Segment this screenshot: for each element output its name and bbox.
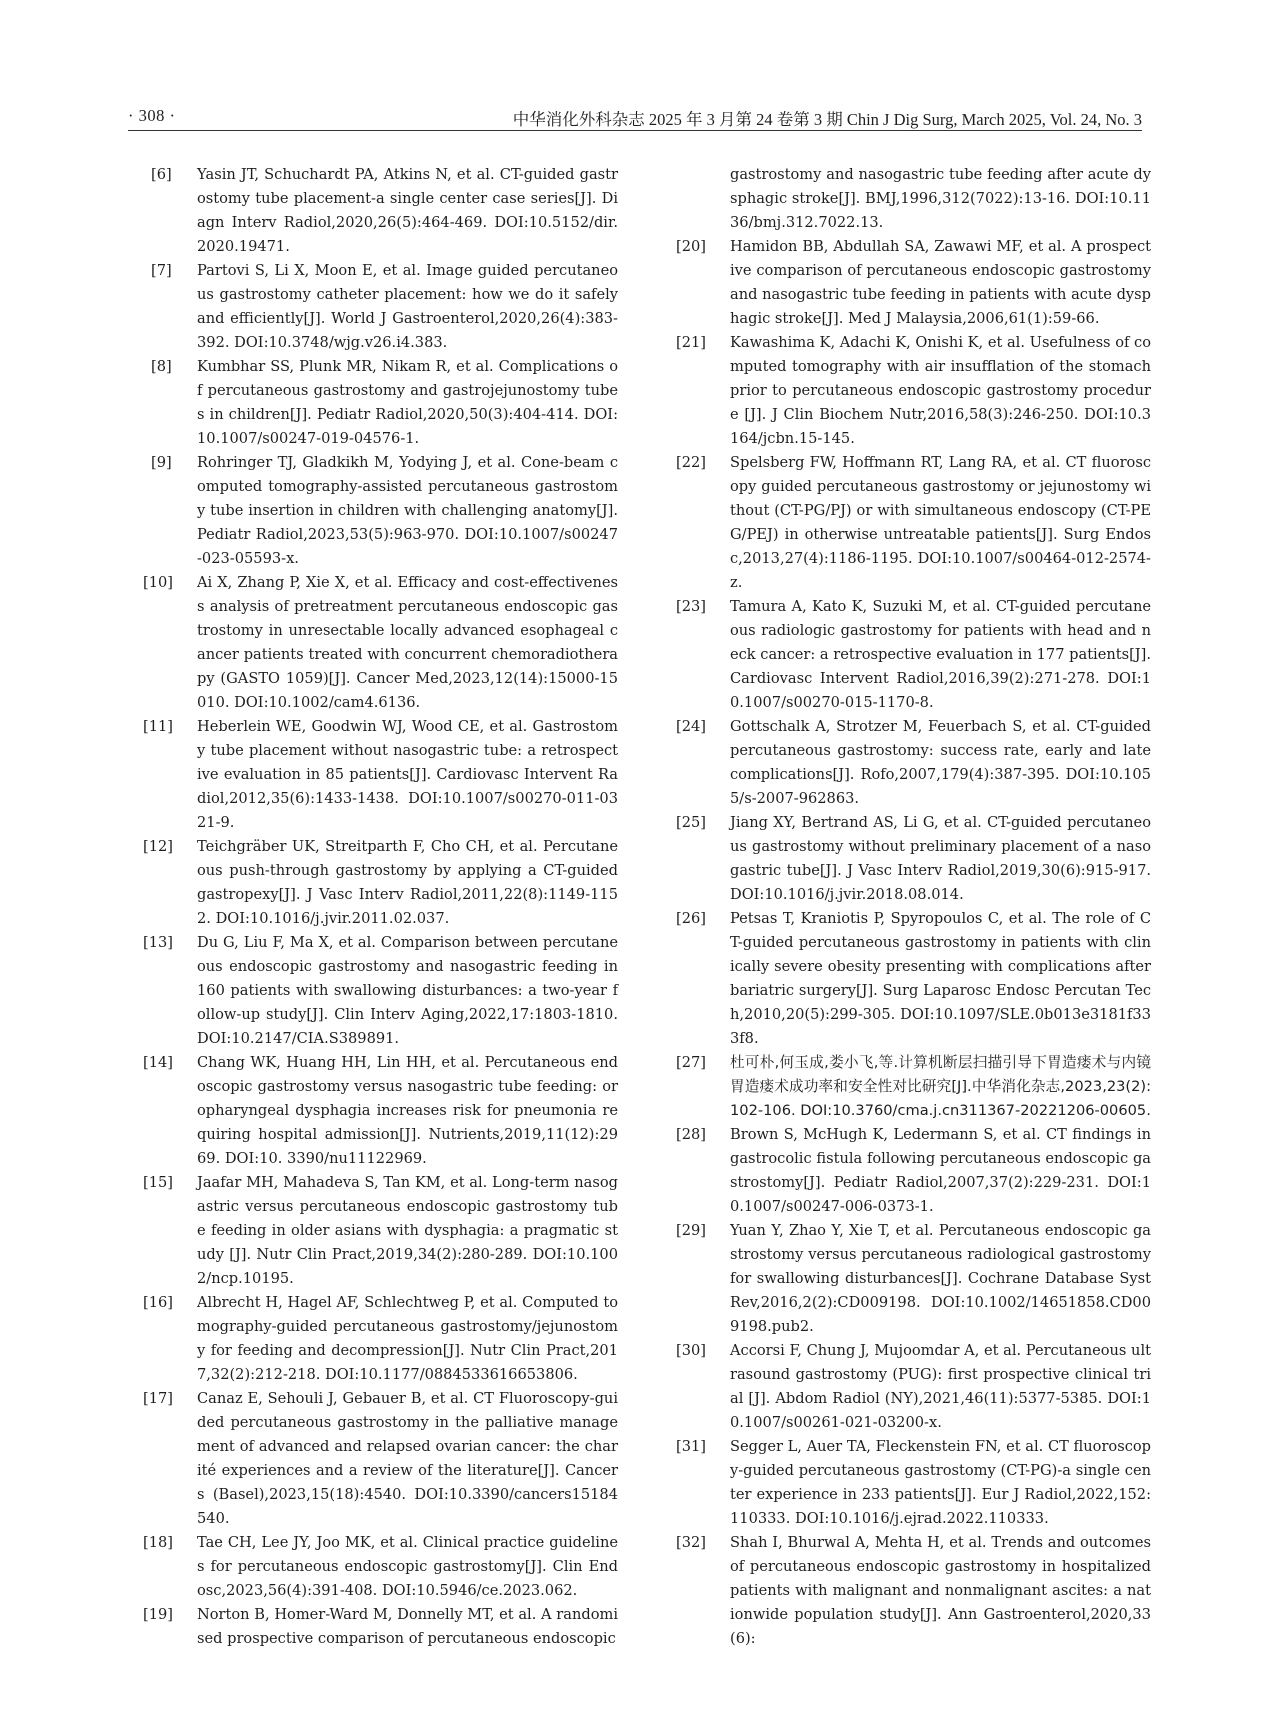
reference-text: Norton B, Homer-Ward M, Donnelly MT, et al. A randomised prospective comparison of percutaneous endoscopic	[197, 1606, 618, 1647]
reference-item	[676, 595, 1151, 715]
reference-text: Tae CH, Lee JY, Joo MK, et al. Clinical practice guidelines for percutaneous endoscopic gastrostomy[J]. Clin Endosc,2023,56(4):391-408. DOI:10.5946/ce.2023.062.	[197, 1534, 618, 1599]
reference-text: Jiang XY, Bertrand AS, Li G, et al. CT-guided percutaneous gastrostomy without preliminary placement of a nasogastric tube[J]. J Vasc Interv Radiol,2019,30(6):915-917. DOI:10.1016/j.jvir.2018.08.014.	[730, 814, 1151, 903]
reference-number: [16]	[143, 1294, 173, 1311]
reference-number: [25]	[676, 814, 706, 831]
reference-text: Kumbhar SS, Plunk MR, Nikam R, et al. Complications of percutaneous gastrostomy and gastrojejunostomy tubes in children[J]. Pediatr Radiol,2020,50(3):404-414. DOI:10.1007/s00247-019-04576-1.	[197, 358, 618, 447]
reference-number: [11]	[143, 718, 173, 735]
reference-number: [17]	[143, 1390, 173, 1407]
reference-number: [31]	[676, 1438, 706, 1455]
reference-item	[143, 451, 618, 571]
reference-text: Heberlein WE, Goodwin WJ, Wood CE, et al. Gastrostomy tube placement without nasogastric tube: a retrospective evaluation in 85 patients[J]. Cardiovasc Intervent Radiol,2012,35(6):1433-1438. DOI:10.1007/s00270-011-0321-9.	[197, 718, 618, 831]
reference-item	[676, 1123, 1151, 1219]
reference-text: Kawashima K, Adachi K, Onishi K, et al. Usefulness of computed tomography with air insufflation of the stomach prior to percutaneous endoscopic gastrostomy procedure [J]. J Clin Biochem Nutr,2016,58(3):246-250. DOI:10.3164/jcbn.15-145.	[730, 334, 1151, 447]
right-column	[676, 163, 1151, 1651]
reference-number: [22]	[676, 454, 706, 471]
reference-item	[676, 331, 1151, 451]
reference-item	[676, 451, 1151, 595]
reference-item	[143, 571, 618, 715]
reference-number: [32]	[676, 1534, 706, 1551]
reference-item	[676, 907, 1151, 1051]
reference-item	[676, 1531, 1151, 1651]
reference-number: [26]	[676, 910, 706, 927]
reference-number: [19]	[143, 1606, 173, 1623]
page-number: · 308 ·	[128, 106, 176, 125]
reference-item	[676, 1435, 1151, 1531]
reference-item	[143, 1051, 618, 1171]
reference-text: Yuan Y, Zhao Y, Xie T, et al. Percutaneous endoscopic gastrostomy versus percutaneous radiological gastrostomy for swallowing disturbances[J]. Cochrane Database Syst Rev,2016,2(2):CD009198. DOI:10.1002/14651858.CD009198.pub2.	[730, 1222, 1151, 1335]
reference-item	[676, 235, 1151, 331]
reference-item	[143, 835, 618, 931]
reference-text: Segger L, Auer TA, Fleckenstein FN, et al. CT fluoroscopy-guided percutaneous gastrostomy (CT-PG)-a single center experience in 233 patients[J]. Eur J Radiol,2022,152:110333. DOI:10.1016/j.ejrad.2022.110333.	[730, 1438, 1151, 1527]
reference-number: [28]	[676, 1126, 706, 1143]
reference-number: [8]	[151, 358, 172, 375]
reference-text: Brown S, McHugh K, Ledermann S, et al. CT findings in gastrocolic fistula following percutaneous endoscopic gastrostomy[J]. Pediatr Radiol,2007,37(2):229-231. DOI:10.1007/s00247-006-0373-1.	[730, 1126, 1151, 1215]
reference-number: [24]	[676, 718, 706, 735]
reference-number: [20]	[676, 238, 706, 255]
reference-text: Spelsberg FW, Hoffmann RT, Lang RA, et al. CT fluoroscopy guided percutaneous gastrostomy or jejunostomy without (CT-PG/PJ) or with simultaneous endoscopy (CT-PEG/PEJ) in otherwise untreatable patients[J]. Surg Endosc,2013,27(4):1186-1195. DOI:10.1007/s00464-012-2574-z.	[730, 454, 1151, 591]
reference-number: [21]	[676, 334, 706, 351]
reference-text: Gottschalk A, Strotzer M, Feuerbach S, et al. CT-guided percutaneous gastrostomy: success rate, early and late complications[J]. Rofo,2007,179(4):387-395. DOI:10.1055/s-2007-962863.	[730, 718, 1151, 807]
reference-item	[676, 715, 1151, 811]
reference-item	[143, 715, 618, 835]
running-header	[128, 104, 1142, 131]
reference-text: Yasin JT, Schuchardt PA, Atkins N, et al. CT-guided gastrostomy tube placement-a single center case series[J]. Diagn Interv Radiol,2020,26(5):464-469. DOI:10.5152/dir.2020.19471.	[197, 166, 618, 255]
reference-text: Albrecht H, Hagel AF, Schlechtweg P, et al. Computed tomography-guided percutaneous gastrostomy/jejunostomy for feeding and decompression[J]. Nutr Clin Pract,2017,32(2):212-218. DOI:10.1177/0884533616653806.	[197, 1294, 618, 1383]
reference-item	[143, 259, 618, 355]
reference-number: [15]	[143, 1174, 173, 1191]
reference-text: Shah I, Bhurwal A, Mehta H, et al. Trends and outcomes of percutaneous endoscopic gastrostomy in hospitalized patients with malignant and nonmalignant ascites: a nationwide population study[J]. Ann Gastroenterol,2020,33(6):	[730, 1534, 1151, 1647]
reference-item	[143, 1171, 618, 1291]
reference-number: [29]	[676, 1222, 706, 1239]
reference-number: [14]	[143, 1054, 173, 1071]
reference-number: [10]	[143, 574, 173, 591]
reference-text: 杜可朴,何玉成,娄小飞,等.计算机断层扫描引导下胃造瘘术与内镜胃造瘘术成功率和安全性对比研究[J].中华消化杂志,2023,23(2):102-106. DOI:10.3760/cma.j.cn311367-20221206-00605.	[730, 1054, 1151, 1119]
reference-text: Partovi S, Li X, Moon E, et al. Image guided percutaneous gastrostomy catheter placement: how we do it safely and efficiently[J]. World J Gastroenterol,2020,26(4):383-392. DOI:10.3748/wjg.v26.i4.383.	[197, 262, 618, 351]
journal-citation: 中华消化外科杂志 2025 年 3 月第 24 卷第 3 期 Chin J Dig Surg, March 2025, Vol. 24, No. 3	[512, 110, 1142, 129]
reference-text: Ai X, Zhang P, Xie X, et al. Efficacy and cost-effectiveness analysis of pretreatment percutaneous endoscopic gastrostomy in unresectable locally advanced esophageal cancer patients treated with concurrent chemoradiotherapy (GASTO 1059)[J]. Cancer Med,2023,12(14):15000-15010. DOI:10.1002/cam4.6136.	[197, 574, 618, 711]
reference-number: [18]	[143, 1534, 173, 1551]
reference-text: Du G, Liu F, Ma X, et al. Comparison between percutaneous endoscopic gastrostomy and nasogastric feeding in 160 patients with swallowing disturbances: a two-year follow-up study[J]. Clin Interv Aging,2022,17:1803-1810. DOI:10.2147/CIA.S389891.	[197, 934, 618, 1047]
reference-text: Chang WK, Huang HH, Lin HH, et al. Percutaneous endoscopic gastrostomy versus nasogastric tube feeding: oropharyngeal dysphagia increases risk for pneumonia requiring hospital admission[J]. Nutrients,2019,11(12):2969. DOI:10. 3390/nu11122969.	[197, 1054, 618, 1167]
reference-text: Teichgräber UK, Streitparth F, Cho CH, et al. Percutaneous push-through gastrostomy by applying a CT-guided gastropexy[J]. J Vasc Interv Radiol,2011,22(8):1149-1152. DOI:10.1016/j.jvir.2011.02.037.	[197, 838, 618, 927]
reference-text: Tamura A, Kato K, Suzuki M, et al. CT-guided percutaneous radiologic gastrostomy for patients with head and neck cancer: a retrospective evaluation in 177 patients[J]. Cardiovasc Intervent Radiol,2016,39(2):271-278. DOI:10.1007/s00270-015-1170-8.	[730, 598, 1151, 711]
reference-item	[143, 1387, 618, 1531]
reference-number: [13]	[143, 934, 173, 951]
reference-item	[143, 163, 618, 259]
reference-item	[676, 1051, 1151, 1123]
left-column	[143, 163, 618, 1651]
reference-item	[143, 1291, 618, 1387]
reference-number: [27]	[676, 1054, 706, 1071]
reference-item	[143, 931, 618, 1051]
reference-number: [30]	[676, 1342, 706, 1359]
reference-text: Hamidon BB, Abdullah SA, Zawawi MF, et al. A prospective comparison of percutaneous endoscopic gastrostomy and nasogastric tube feeding in patients with acute dysphagic stroke[J]. Med J Malaysia,2006,61(1):59-66.	[730, 238, 1151, 327]
reference-item	[676, 1339, 1151, 1435]
reference-item	[676, 811, 1151, 907]
reference-item	[143, 1531, 618, 1603]
reference-text: Accorsi F, Chung J, Mujoomdar A, et al. Percutaneous ultrasound gastrostomy (PUG): first prospective clinical trial [J]. Abdom Radiol (NY),2021,46(11):5377-5385. DOI:10.1007/s00261-021-03200-x.	[730, 1342, 1151, 1431]
reference-text: Rohringer TJ, Gladkikh M, Yodying J, et al. Cone-beam computed tomography-assisted percutaneous gastrostomy tube insertion in children with challenging anatomy[J]. Pediatr Radiol,2023,53(5):963-970. DOI:10.1007/s00247-023-05593-x.	[197, 454, 618, 567]
reference-item	[143, 355, 618, 451]
reference-number: [12]	[143, 838, 173, 855]
reference-text: Canaz E, Sehouli J, Gebauer B, et al. CT Fluoroscopy-guided percutaneous gastrostomy in the palliative management of advanced and relapsed ovarian cancer: the charité experiences and a review of the literature[J]. Cancers (Basel),2023,15(18):4540. DOI:10.3390/cancers15184540.	[197, 1390, 618, 1527]
reference-item	[676, 1219, 1151, 1339]
reference-text: Jaafar MH, Mahadeva S, Tan KM, et al. Long-term nasogastric versus percutaneous endoscopic gastrostomy tube feeding in older asians with dysphagia: a pragmatic study [J]. Nutr Clin Pract,2019,34(2):280-289. DOI:10.1002/ncp.10195.	[197, 1174, 618, 1287]
reference-number: [7]	[151, 262, 172, 279]
reference-number: [9]	[151, 454, 172, 471]
reference-text: Petsas T, Kraniotis P, Spyropoulos C, et al. The role of CT-guided percutaneous gastrostomy in patients with clinically severe obesity presenting with complications after bariatric surgery[J]. Surg Laparosc Endosc Percutan Tech,2010,20(5):299-305. DOI:10.1097/SLE.0b013e3181f333f8.	[730, 910, 1151, 1047]
reference-continuation: gastrostomy and nasogastric tube feeding after acute dysphagic stroke[J]. BMJ,1996,312(7022):13-16. DOI:10.1136/bmj.312.7022.13.	[730, 166, 1151, 231]
reference-item	[143, 1603, 618, 1651]
reference-number: [23]	[676, 598, 706, 615]
reference-number: [6]	[151, 166, 172, 183]
